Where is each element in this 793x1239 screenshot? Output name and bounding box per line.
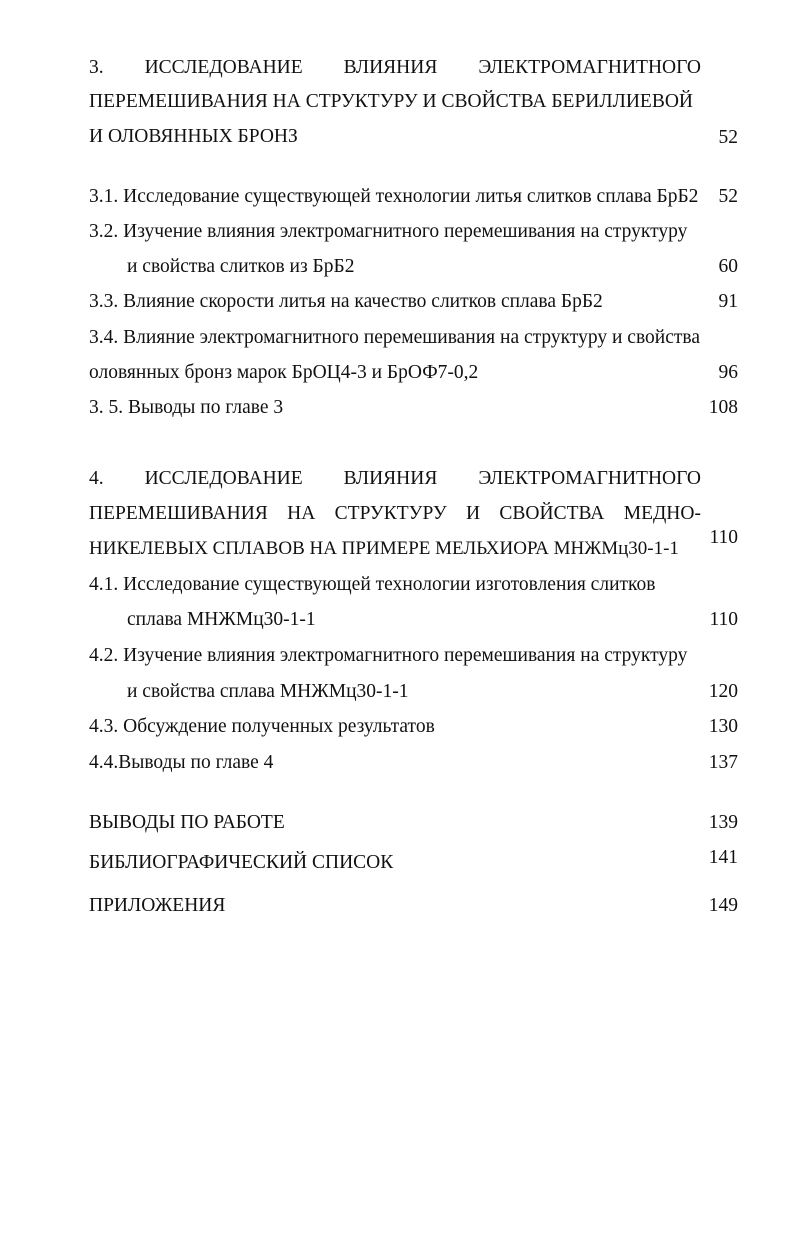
ch3-title-line1 — [89, 58, 701, 78]
toc-entry-4-2-line1: 4.2. Изучение влияния электромагнитного перемешивания на структуру — [89, 645, 688, 666]
toc-page-4-2: 120 — [708, 681, 738, 702]
ch4-word: МЕДНО- — [623, 503, 701, 524]
toc-entry-4-4: 4.4.Выводы по главе 4 — [89, 752, 274, 773]
toc-page-3-4: 96 — [718, 362, 738, 383]
toc-entry-3-2-line2: и свойства слитков из БрБ2 — [127, 256, 355, 277]
toc-page-3-1: 52 — [718, 186, 738, 207]
ch4-title-line1 — [89, 469, 701, 489]
toc-bibliography: БИБЛИОГРАФИЧЕСКИЙ СПИСОК — [89, 852, 394, 873]
toc-page-4-1: 110 — [709, 609, 738, 630]
toc-page-3-3: 91 — [718, 291, 738, 312]
toc-page-conclusions: 139 — [708, 812, 738, 833]
toc-entry-4-2-line2: и свойства сплава МНЖМц30-1-1 — [127, 681, 409, 702]
ch4-word: ВЛИЯНИЯ — [343, 468, 438, 489]
ch4-word: ЭЛЕКТРОМАГНИТНОГО — [478, 468, 701, 489]
toc-page-4-4: 137 — [708, 752, 738, 773]
ch3-title-line2: ПЕРЕМЕШИВАНИЯ НА СТРУКТУРУ И СВОЙСТВА БЕРИЛЛИЕВОЙ — [89, 91, 693, 112]
toc-page-bibliography: 141 — [708, 847, 738, 868]
toc-page-3-5: 108 — [708, 397, 738, 418]
ch4-word: И — [465, 503, 481, 524]
ch4-word: СВОЙСТВА — [499, 503, 605, 524]
ch4-word: ПЕРЕМЕШИВАНИЯ — [89, 503, 268, 524]
toc-entry-4-1-line1: 4.1. Исследование существующей технологии изготовления слитков — [89, 574, 656, 595]
toc-entry-4-1-line2: сплава МНЖМц30-1-1 — [127, 609, 316, 630]
ch3-page: 52 — [718, 127, 738, 148]
ch3-word: ЭЛЕКТРОМАГНИТНОГО — [478, 57, 701, 78]
ch4-page: 110 — [709, 527, 738, 548]
toc-page-appendices: 149 — [708, 895, 738, 916]
toc-entry-3-5: 3. 5. Выводы по главе 3 — [89, 397, 284, 418]
toc-entry-3-2-line1: 3.2. Изучение влияния электромагнитного перемешивания на структуру — [89, 221, 688, 242]
ch3-title-line3: И ОЛОВЯННЫХ БРОНЗ — [89, 126, 298, 147]
ch3-number: 3. — [89, 57, 104, 78]
ch4-title-line2 — [89, 504, 701, 524]
toc-entry-3-4-line1: 3.4. Влияние электромагнитного перемешивания на структуру и свойства — [89, 327, 700, 348]
ch4-title-line3: НИКЕЛЕВЫХ СПЛАВОВ НА ПРИМЕРЕ МЕЛЬХИОРА МНЖМц30-1-1 — [89, 538, 679, 559]
ch4-word: НА — [287, 503, 316, 524]
ch3-word: ВЛИЯНИЯ — [343, 57, 438, 78]
toc-entry-3-3: 3.3. Влияние скорости литья на качество слитков сплава БрБ2 — [89, 291, 603, 312]
toc-appendices: ПРИЛОЖЕНИЯ — [89, 895, 226, 916]
toc-page-4-3: 130 — [708, 716, 738, 737]
ch4-word: СТРУКТУРУ — [334, 503, 447, 524]
toc-entry-3-4-line2: оловянных бронз марок БрОЦ4-3 и БрОФ7-0,2 — [89, 362, 479, 383]
ch4-word: ИССЛЕДОВАНИЕ — [144, 468, 303, 489]
toc-entry-4-3: 4.3. Обсуждение полученных результатов — [89, 716, 435, 737]
ch4-number: 4. — [89, 468, 104, 489]
toc-entry-3-1: 3.1. Исследование существующей технологии литья слитков сплава БрБ2 — [89, 186, 699, 207]
toc-conclusions: ВЫВОДЫ ПО РАБОТЕ — [89, 812, 285, 833]
ch3-word: ИССЛЕДОВАНИЕ — [144, 57, 303, 78]
toc-page-3-2: 60 — [718, 256, 738, 277]
